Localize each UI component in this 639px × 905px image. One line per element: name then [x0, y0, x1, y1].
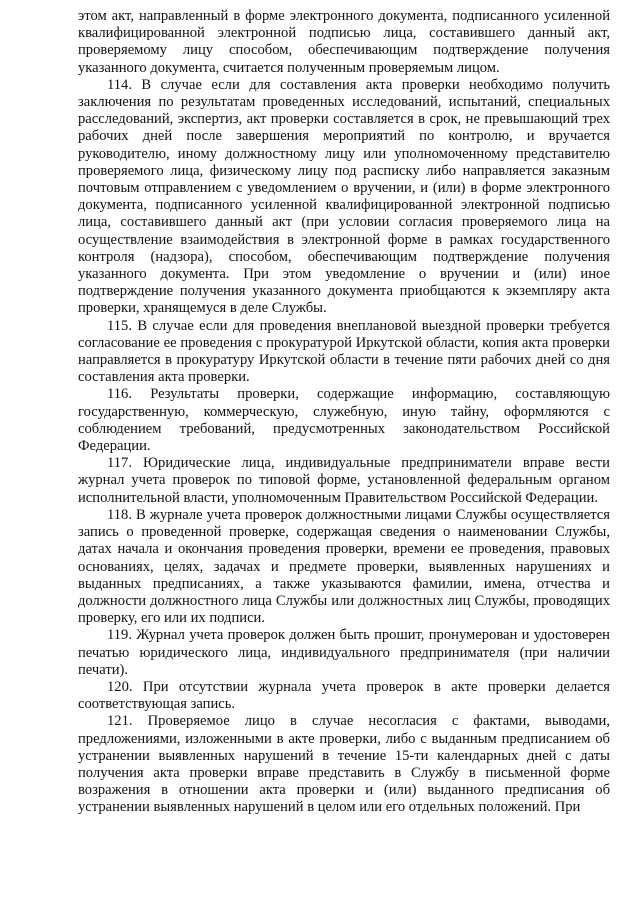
paragraph-118: 118. В журнале учета проверок должностными лицами Службы осуществляется запись о проведенной проверке, содержащая сведения о наименовании Службы, датах начала и окончания проведения проверки, времени ее проведения, правовых основаниях, целях, задачах и предмете проверки, выявленных нарушениях и выданных предписаниях, а также указываются фамилии, имена, отчества и должности должностного лица Службы или должностных лиц Службы, проводящих проверку, его или их подписи. — [78, 506, 610, 627]
paragraph-114: 114. В случае если для составления акта проверки необходимо получить заключения по результатам проведенных исследований, испытаний, специальных расследований, экспертиз, акт проверки составляется в срок, не превышающий трех рабочих дней после завершения мероприятий по контролю, и вручается руководителю, иному должностному лицу или уполномоченному представителю проверяемого лица, физическому лицу под расписку либо направляется заказным почтовым отправлением с уведомлением о вручении, и (или) в форме электронного документа, подписанного усиленной квалифицированной электронной подписью лица, составившего данный акт (при условии согласия проверяемого лица на осуществление взаимодействия в электронной форме в рамках государственного контроля (надзора), способом, обеспечивающим подтверждение получения указанного документа. При этом уведомление о вручении и (или) иное подтверждение получения указанного документа приобщаются к экземпляру акта проверки, хранящемуся в деле Службы. — [78, 76, 610, 317]
paragraph-115: 115. В случае если для проведения внеплановой выездной проверки требуется согласование ее проведения с прокуратурой Иркутской области, копия акта проверки направляется в прокуратуру Иркутской области в течение пяти рабочих дней со дня составления акта проверки. — [78, 317, 610, 386]
paragraph-121: 121. Проверяемое лицо в случае несогласия с фактами, выводами, предложениями, изложенными в акте проверки, либо с выданным предписанием об устранении выявленных нарушений в течение 15-ти календарных дней с даты получения акта проверки вправе представить в Службу в письменной форме возражения в отношении акта проверки и (или) выданного предписания об устранении выявленных нарушений в целом или его отдельных положений. При — [78, 713, 610, 816]
paragraph-continuation: этом акт, направленный в форме электронного документа, подписанного усиленной квалифицированной электронной подписью лица, составившего данный акт, проверяемому лицу способом, обеспечивающим подтверждение получения указанного документа, считается полученным проверяемым лицом. — [78, 8, 610, 76]
paragraph-119: 119. Журнал учета проверок должен быть прошит, пронумерован и удостоверен печатью юридического лица, индивидуального предпринимателя (при наличии печати). — [78, 627, 610, 678]
paragraph-120: 120. При отсутствии журнала учета проверок в акте проверки делается соответствующая запись. — [78, 678, 610, 713]
paragraph-116: 116. Результаты проверки, содержащие информацию, составляющую государственную, коммерческую, служебную, иную тайну, оформляются с соблюдением требований, предусмотренных законодательством Российской Федерации. — [78, 386, 610, 455]
document-page — [78, 8, 610, 817]
paragraph-117: 117. Юридические лица, индивидуальные предприниматели вправе вести журнал учета проверок по типовой форме, установленной федеральным органом исполнительной власти, уполномоченным Правительством Российской Федерации. — [78, 455, 610, 506]
